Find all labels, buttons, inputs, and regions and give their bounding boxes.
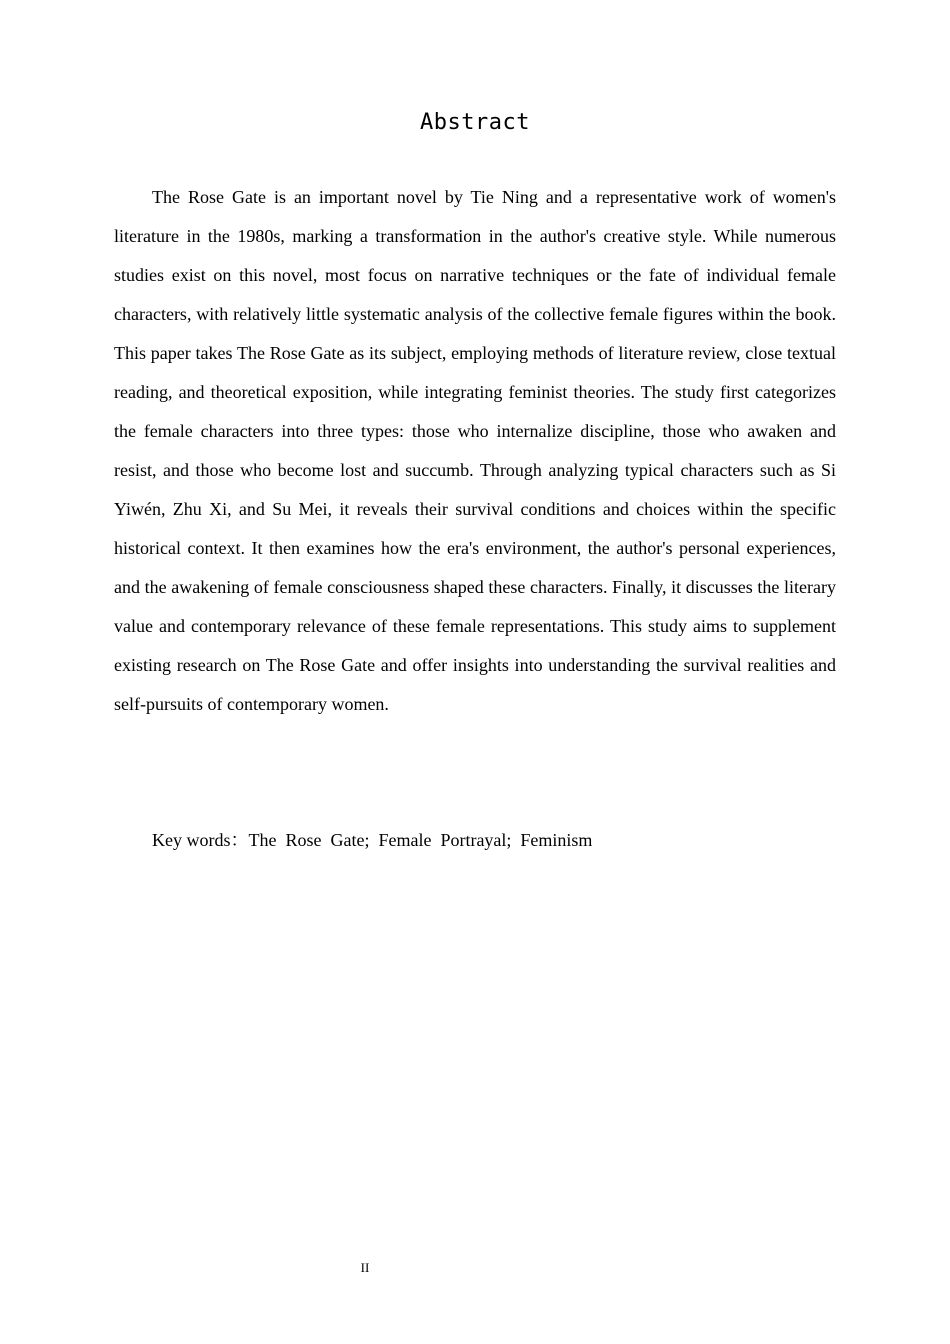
page-number: II — [360, 1260, 370, 1275]
keywords-list: The Rose Gate; Female Portrayal; Feminism — [248, 830, 593, 850]
keywords-line — [152, 822, 592, 858]
keywords-label: Key words： — [152, 830, 249, 850]
abstract-paragraph: The Rose Gate is an important novel by Tie Ning and a representative work of women's literature in the 1980s, marking a transformation in the author's creative style. While numerous studies exist on this novel, most focus on narrative techniques or the fate of individual female characters, with relatively little systematic analysis of the collective female figures within the book. This paper takes The Rose Gate as its subject, employing methods of literature review, close textual reading, and theoretical exposition, while integrating feminist theories. The study first categorizes the female characters into three types: those who internalize discipline, those who awaken and resist, and those who become lost and succumb. Through analyzing typical characters such as Si Yiwén, Zhu Xi, and Su Mei, it reveals their survival conditions and choices within the specific historical context. It then examines how the era's environment, the author's personal experiences, and the awakening of female consciousness shaped these characters. Finally, it discusses the literary value and contemporary relevance of these female representations. This study aims to supplement existing research on The Rose Gate and offer insights into understanding the survival realities and self-pursuits of contemporary women. — [114, 187, 836, 714]
abstract-title: Abstract — [420, 110, 530, 135]
